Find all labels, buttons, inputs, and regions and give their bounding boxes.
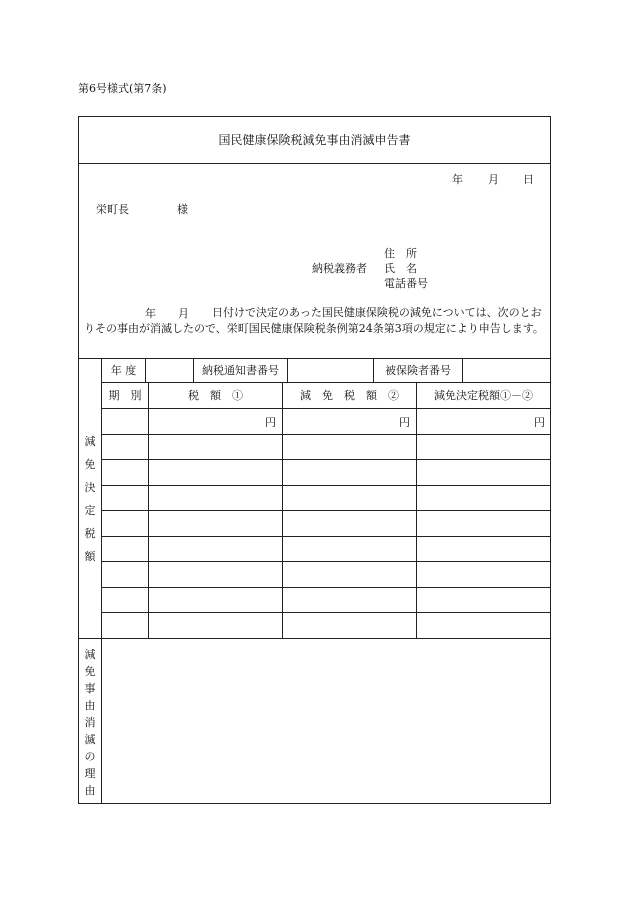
decided-amount-header: 減免決定税額①－② xyxy=(434,389,533,402)
side-char-6: 額 xyxy=(84,550,96,563)
reason-char-2: 免 xyxy=(84,665,96,678)
reason-side-label xyxy=(79,646,101,799)
reason-char-7: の xyxy=(84,750,96,763)
reason-char-6: 滅 xyxy=(84,733,96,746)
fiscal-year-header: 年 度 xyxy=(110,364,137,377)
date-month-label: 月 xyxy=(488,173,499,186)
decided-unit: 円 xyxy=(534,416,545,429)
addressee-name: 栄町長 xyxy=(96,203,129,216)
form-title: 国民健康保険税減免事由消滅申告書 xyxy=(218,133,411,147)
period-header: 期 別 xyxy=(108,389,142,402)
notice-number-header: 納税通知書番号 xyxy=(202,364,279,377)
name-label: 氏 名 xyxy=(384,262,417,275)
reduction-decided-side-label xyxy=(79,433,101,571)
addressee-honorific: 様 xyxy=(177,203,188,216)
address-label: 住 所 xyxy=(384,247,417,260)
reason-input-area[interactable] xyxy=(102,639,550,803)
reason-char-3: 事 xyxy=(84,682,96,695)
side-char-1: 減 xyxy=(84,435,96,448)
reduction-unit: 円 xyxy=(399,416,410,429)
tax-unit: 円 xyxy=(265,416,276,429)
date-day-label: 日 xyxy=(523,173,534,186)
side-char-4: 定 xyxy=(84,504,96,517)
reason-char-8: 理 xyxy=(84,767,96,780)
statement-month-label: 月 xyxy=(178,307,189,320)
phone-label: 電話番号 xyxy=(384,277,428,290)
reason-char-1: 減 xyxy=(84,648,96,661)
side-char-2: 免 xyxy=(84,458,96,471)
form-number: 第6号様式(第7条) xyxy=(78,82,167,95)
side-char-5: 税 xyxy=(84,527,96,540)
taxpayer-label: 納税義務者 xyxy=(312,262,367,275)
statement-text: 日付けで決定のあった国民健康保険税の減免については、次のとおりその事由が消滅したので、栄町国民健康保険税条例第24条第3項の規定により申告します。 xyxy=(84,306,544,335)
reason-char-9: 由 xyxy=(84,784,96,797)
side-char-3: 決 xyxy=(84,481,96,494)
reduction-amount-header: 減 免 税 額 ② xyxy=(300,389,399,402)
tax-amount-header: 税 額 ① xyxy=(188,389,243,402)
reason-char-5: 消 xyxy=(84,716,96,729)
reason-char-4: 由 xyxy=(84,699,96,712)
statement-year-label: 年 xyxy=(145,307,156,320)
insured-number-header: 被保険者番号 xyxy=(385,364,451,377)
date-year-label: 年 xyxy=(452,173,463,186)
